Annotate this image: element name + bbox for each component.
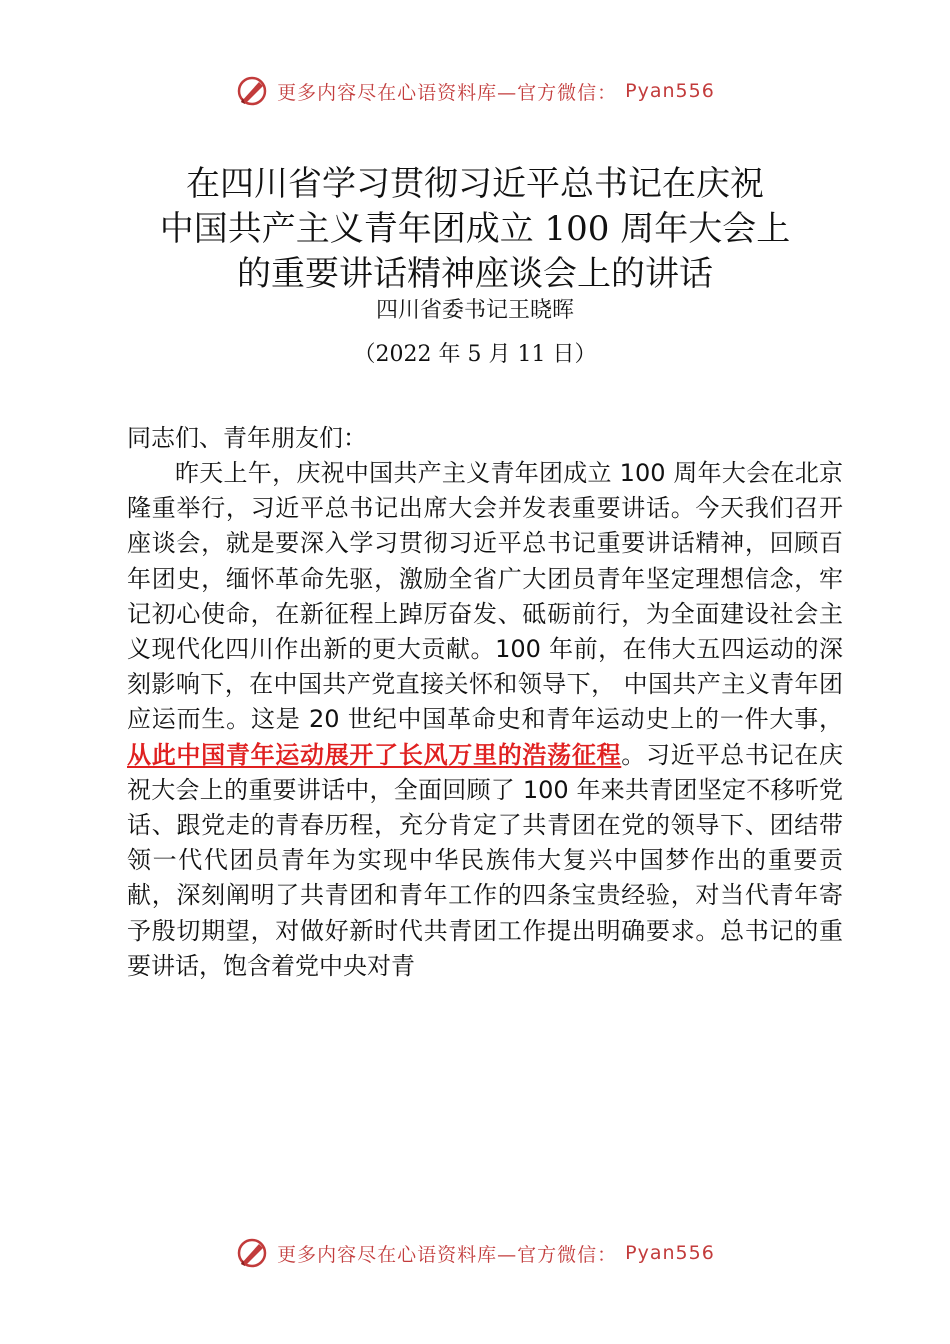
watermark-id: Pyan556 — [625, 80, 715, 102]
title-line: 中国共产主义青年团成立 100 周年大会上 — [159, 209, 791, 249]
title-line: 的重要讲话精神座谈会上的讲话 — [237, 254, 713, 294]
footer-watermark — [0, 1236, 950, 1270]
watermark-id: Pyan556 — [625, 1242, 715, 1264]
watermark-text: 更多内容尽在心语资料库—官方微信： — [277, 1243, 618, 1266]
pen-nib-circle-icon — [235, 1236, 269, 1270]
watermark-text: 更多内容尽在心语资料库—官方微信： — [277, 81, 618, 104]
author-line: 四川省委书记王晓晖 — [375, 298, 574, 323]
document-title — [0, 162, 950, 297]
paragraph-text-continued: 。习近平总书记在庆祝大会上的重要讲话中，全面回顾了 100 年来共青团坚定不移听党话、跟党走的青春历程，充分肯定了共青团在党的领导下、团结带领一代代团员青年为实现中华民族伟大复兴中国梦作出的重要贡献，深刻阐明了共青团和青年工作的四条宝贵经验，对当代青年寄予殷切期望，对做好新时代共青团工作提出明确要求。总书记的重要讲话，饱含着党中央对青 — [127, 740, 844, 980]
body-paragraph — [127, 456, 843, 984]
header-watermark — [0, 74, 950, 108]
paragraph-text: 昨天上午，庆祝中国共产主义青年团成立 100 周年大会在北京隆重举行，习近平总书记出席大会并发表重要讲话。今天我们召开座谈会，就是要深入学习贯彻习近平总书记重要讲话精神，回顾百年团史，缅怀革命先驱，激励全省广大团员青年坚定理想信念，牢记初心使命，在新征程上踔厉奋发、砥砺前行，为全面建设社会主义现代化四川作出新的更大贡献。100 年前，在伟大五四运动的深刻影响下，在中国共产党直接关怀和领导下， 中国共产主义青年团应运而生。这是 20 世纪中国革命史和青年运动史上的一件大事， — [127, 459, 843, 734]
title-line: 在四川省学习贯彻习近平总书记在庆祝 — [186, 164, 764, 204]
highlighted-text: 从此中国青年运动展开了长风万里的浩荡征程 — [127, 740, 622, 769]
date-line: （2022 年 5 月 11 日） — [353, 342, 597, 367]
salutation: 同志们、青年朋友们： — [127, 424, 367, 452]
pen-nib-circle-icon — [235, 74, 269, 108]
